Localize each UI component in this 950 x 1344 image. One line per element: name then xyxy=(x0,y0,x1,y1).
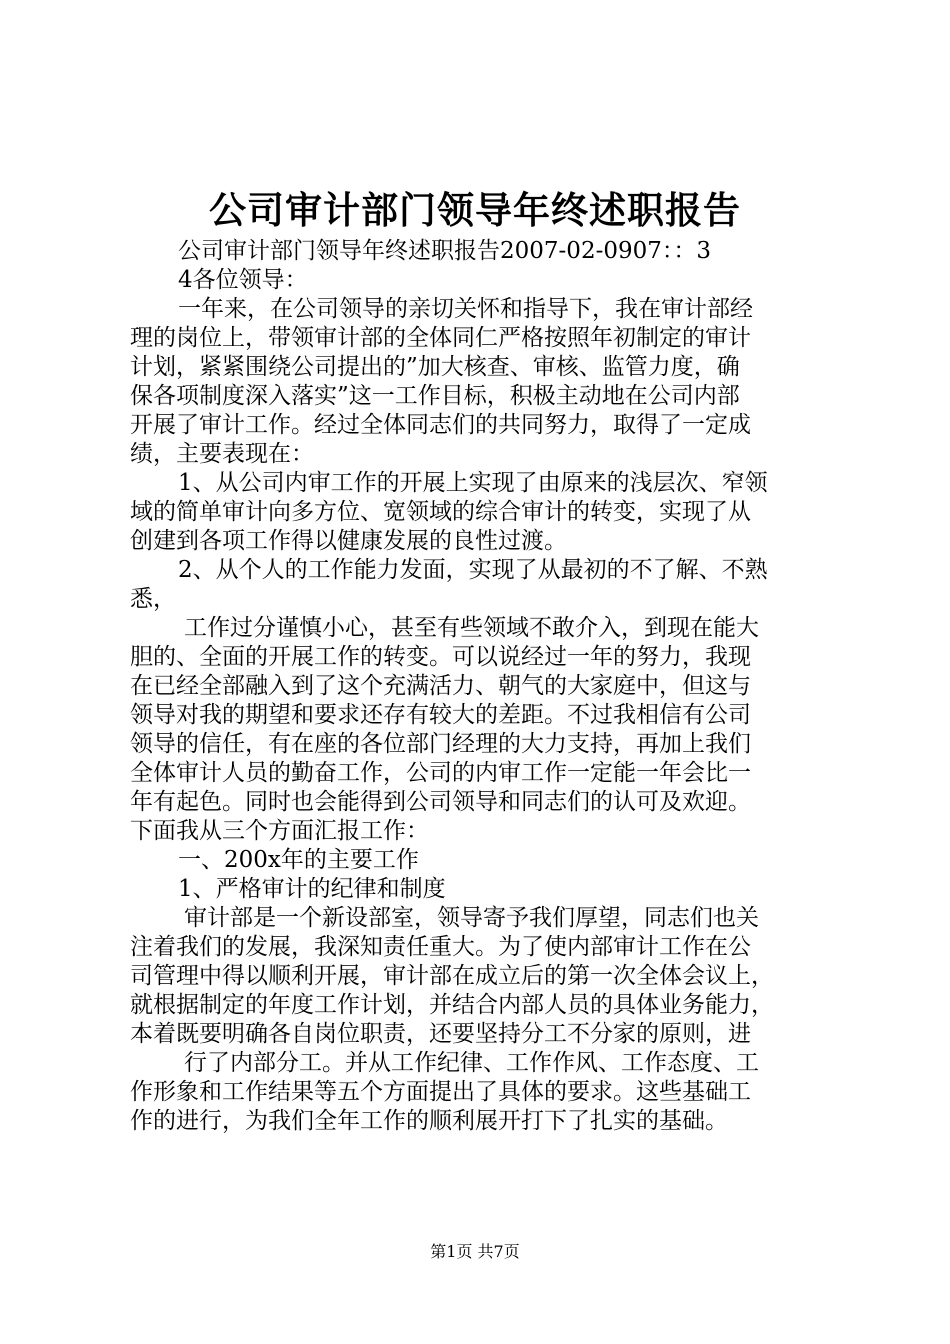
body-line: 司管理中得以顺利开展，审计部在成立后的第一次全体会议上， xyxy=(130,963,774,989)
body-line: 公司审计部门领导年终述职报告2007-02-0907：：3 xyxy=(178,238,712,264)
body-line: 作形象和工作结果等五个方面提出了具体的要求。这些基础工 xyxy=(130,1079,751,1105)
body-line: 1、严格审计的纪律和制度 xyxy=(178,876,446,902)
body-line: 2、从个人的工作能力发面，实现了从最初的不了解、不熟 xyxy=(178,557,768,583)
body-line: 胆的、全面的开展工作的转变。可以说经过一年的努力，我现 xyxy=(130,644,751,670)
body-line: 创建到各项工作得以健康发展的良性过渡。 xyxy=(130,528,567,554)
body-line: 行了内部分工。并从工作纪律、工作作风、工作态度、工 xyxy=(184,1050,759,1076)
body-line: 域的简单审计向多方位、宽领域的综合审计的转变，实现了从 xyxy=(130,499,751,525)
body-line: 领导对我的期望和要求还存有较大的差距。不过我相信有公司 xyxy=(130,702,751,728)
body-line: 理的岗位上，带领审计部的全体同仁严格按照年初制定的审计 xyxy=(130,325,751,351)
body-line: 保各项制度深入落实”这一工作目标，积极主动地在公司内部 xyxy=(130,383,740,409)
body-line: 开展了审计工作。经过全体同志们的共同努力，取得了一定成 xyxy=(130,412,751,438)
body-line: 一、200x年的主要工作 xyxy=(178,847,419,873)
page-indicator: 第1页 共7页 xyxy=(430,1242,520,1261)
body-line: 全体审计人员的勤奋工作，公司的内审工作一定能一年会比一 xyxy=(130,760,751,786)
document-body xyxy=(130,237,830,1136)
body-line: 4各位领导： xyxy=(178,267,308,293)
body-line: 工作过分谨慎小心，甚至有些领域不敢介入，到现在能大 xyxy=(184,615,759,641)
body-line: 计划，紧紧围绕公司提出的”加大核查、审核、监管力度，确 xyxy=(130,354,740,380)
body-line: 在已经全部融入到了这个充满活力、朝气的大家庭中，但这与 xyxy=(130,673,751,699)
body-line: 本着既要明确各自岗位职责，还要坚持分工不分家的原则，进 xyxy=(130,1021,751,1047)
body-line: 就根据制定的年度工作计划，并结合内部人员的具体业务能力， xyxy=(130,992,774,1018)
body-line: 作的进行，为我们全年工作的顺利展开打下了扎实的基础。 xyxy=(130,1108,728,1134)
body-line: 注着我们的发展，我深知责任重大。为了使内部审计工作在公 xyxy=(130,934,751,960)
body-line: 1、从公司内审工作的开展上实现了由原来的浅层次、窄领 xyxy=(178,470,768,496)
document-title: 公司审计部门领导年终述职报告 xyxy=(209,188,741,232)
body-line: 审计部是一个新设部室，领导寄予我们厚望，同志们也关 xyxy=(184,905,759,931)
body-line: 一年来，在公司领导的亲切关怀和指导下，我在审计部经 xyxy=(178,296,753,322)
body-line: 领导的信任，有在座的各位部门经理的大力支持，再加上我们 xyxy=(130,731,751,757)
body-line: 下面我从三个方面汇报工作： xyxy=(130,818,429,844)
body-line: 悉， xyxy=(130,586,176,612)
body-line: 年有起色。同时也会能得到公司领导和同志们的认可及欢迎。 xyxy=(130,789,751,815)
body-line: 绩，主要表现在： xyxy=(130,441,314,467)
